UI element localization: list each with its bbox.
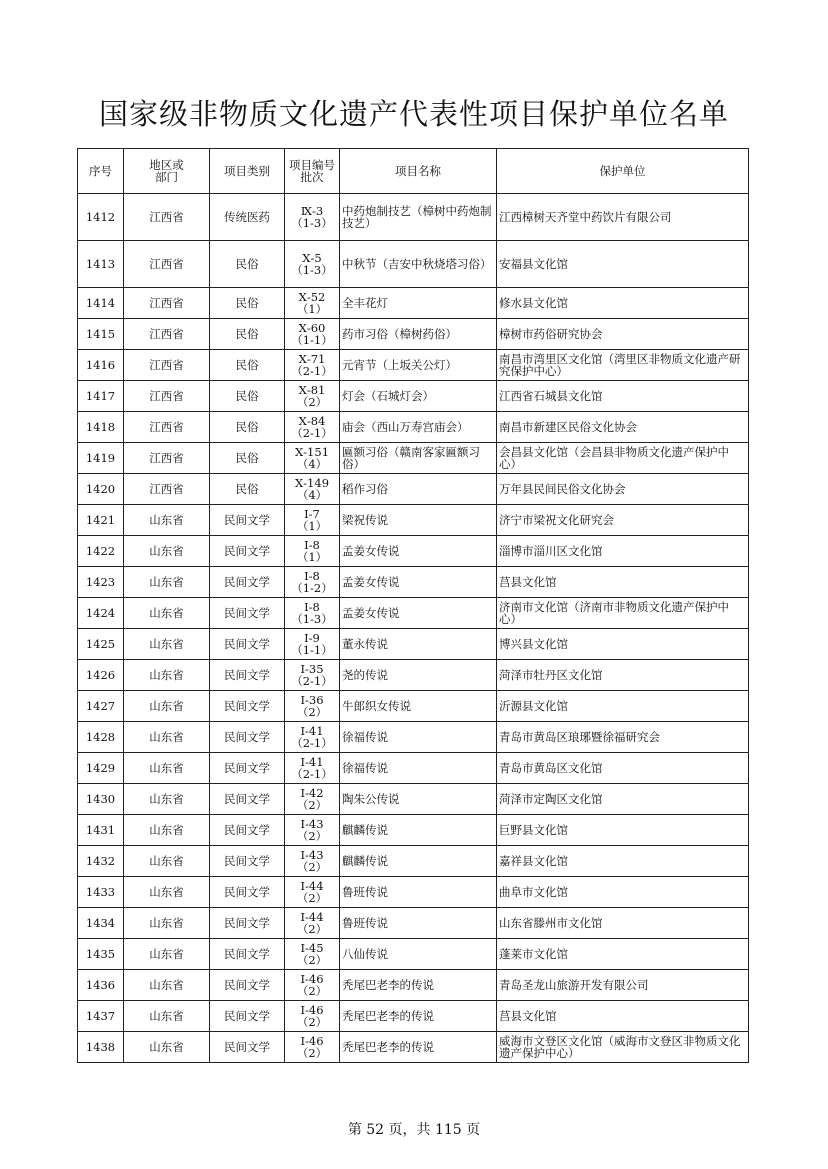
- cell-no: 1423: [78, 567, 124, 598]
- cell-code-batch: （2-1）: [291, 364, 333, 378]
- cell-name: 董永传说: [340, 629, 497, 660]
- cell-code-batch: （2）: [296, 395, 328, 409]
- cell-name: 孟姜女传说: [340, 598, 497, 629]
- cell-unit: 青岛市黄岛区琅琊暨徐福研究会: [497, 722, 749, 753]
- cell-unit: 巨野县文化馆: [497, 815, 749, 846]
- cell-code-batch: （2）: [296, 1015, 328, 1029]
- cell-no: 1426: [78, 660, 124, 691]
- cell-region: 山东省: [124, 691, 210, 722]
- cell-category: 民俗: [210, 350, 285, 381]
- cell-region: 江西省: [124, 443, 210, 474]
- cell-unit: 南昌市湾里区文化馆（湾里区非物质文化遗产研究保护中心）: [497, 350, 749, 381]
- table-row: [78, 567, 749, 598]
- cell-code-number: Ⅹ-5: [302, 250, 322, 265]
- cell-code-batch: （2）: [296, 1046, 328, 1060]
- cell-code: [285, 1001, 340, 1032]
- cell-name: 陶朱公传说: [340, 784, 497, 815]
- cell-code-batch: （1-1）: [291, 333, 333, 347]
- cell-code-number: Ⅹ-71: [298, 351, 326, 366]
- cell-code: [285, 350, 340, 381]
- cell-code-number: Ⅰ-7: [304, 506, 320, 521]
- cell-region: 山东省: [124, 1001, 210, 1032]
- cell-region: 山东省: [124, 598, 210, 629]
- cell-code-number: Ⅹ-52: [298, 289, 326, 304]
- cell-name: 元宵节（上坂关公灯）: [340, 350, 497, 381]
- cell-name: 秃尾巴老李的传说: [340, 1001, 497, 1032]
- cell-unit: 博兴县文化馆: [497, 629, 749, 660]
- cell-unit: 江西省石城县文化馆: [497, 381, 749, 412]
- cell-code-batch: （1-2）: [291, 581, 333, 595]
- table-row: [78, 629, 749, 660]
- table-row: [78, 505, 749, 536]
- cell-code: [285, 815, 340, 846]
- cell-code-number: Ⅰ-44: [300, 909, 324, 924]
- header-unit: 保护单位: [497, 149, 749, 194]
- cell-region: 山东省: [124, 815, 210, 846]
- cell-region: 山东省: [124, 784, 210, 815]
- cell-code: [285, 412, 340, 443]
- cell-code-batch: （4）: [296, 457, 328, 471]
- header-no: 序号: [78, 149, 124, 194]
- cell-unit: 菏泽市定陶区文化馆: [497, 784, 749, 815]
- cell-code-batch: （1）: [296, 519, 328, 533]
- cell-code-number: Ⅰ-8: [304, 537, 320, 552]
- cell-region: 江西省: [124, 412, 210, 443]
- cell-no: 1421: [78, 505, 124, 536]
- cell-unit: 沂源县文化馆: [497, 691, 749, 722]
- table-row: [78, 753, 749, 784]
- cell-unit: 江西樟树天齐堂中药饮片有限公司: [497, 194, 749, 241]
- cell-code-number: Ⅹ-84: [298, 413, 326, 428]
- cell-code: [285, 908, 340, 939]
- cell-unit: 曲阜市文化馆: [497, 877, 749, 908]
- table-row: [78, 412, 749, 443]
- cell-code-number: Ⅰ-46: [300, 971, 324, 986]
- cell-code-batch: （2-1）: [291, 674, 333, 688]
- cell-unit: 南昌市新建区民俗文化协会: [497, 412, 749, 443]
- table-row: [78, 319, 749, 350]
- header-code: 项目编号 批次: [285, 149, 340, 194]
- table-row: [78, 381, 749, 412]
- cell-code-number: Ⅰ-36: [300, 692, 324, 707]
- cell-code: [285, 629, 340, 660]
- cell-region: 山东省: [124, 908, 210, 939]
- table-row: [78, 660, 749, 691]
- heritage-table: [77, 148, 749, 1063]
- cell-code: [285, 970, 340, 1001]
- cell-no: 1434: [78, 908, 124, 939]
- cell-code-batch: （2）: [296, 922, 328, 936]
- cell-code-number: Ⅰ-9: [304, 630, 320, 645]
- cell-unit: 山东省滕州市文化馆: [497, 908, 749, 939]
- cell-no: 1432: [78, 846, 124, 877]
- cell-no: 1427: [78, 691, 124, 722]
- header-region: 地区或 部门: [124, 149, 210, 194]
- cell-category: 民间文学: [210, 877, 285, 908]
- cell-code-number: Ⅰ-43: [300, 847, 324, 862]
- cell-code: [285, 536, 340, 567]
- cell-no: 1417: [78, 381, 124, 412]
- cell-code: [285, 319, 340, 350]
- cell-no: 1422: [78, 536, 124, 567]
- cell-region: 山东省: [124, 722, 210, 753]
- cell-unit: 安福县文化馆: [497, 241, 749, 288]
- cell-name: 全丰花灯: [340, 288, 497, 319]
- cell-unit: 菏泽市牡丹区文化馆: [497, 660, 749, 691]
- cell-code-batch: （4）: [296, 488, 328, 502]
- cell-name: 鲁班传说: [340, 877, 497, 908]
- cell-code-number: Ⅰ-45: [300, 940, 324, 955]
- cell-category: 民俗: [210, 412, 285, 443]
- cell-code-batch: （1-3）: [291, 263, 333, 277]
- cell-code: [285, 598, 340, 629]
- table-row: [78, 815, 749, 846]
- cell-code: [285, 288, 340, 319]
- cell-code-batch: （2-1）: [291, 426, 333, 440]
- header-name: 项目名称: [340, 149, 497, 194]
- cell-region: 山东省: [124, 970, 210, 1001]
- cell-name: 徐福传说: [340, 753, 497, 784]
- cell-unit: 青岛圣龙山旅游开发有限公司: [497, 970, 749, 1001]
- cell-code-batch: （2）: [296, 953, 328, 967]
- cell-name: 牛郎织女传说: [340, 691, 497, 722]
- cell-code-number: Ⅰ-41: [300, 723, 324, 738]
- cell-code: [285, 784, 340, 815]
- table-row: [78, 194, 749, 241]
- cell-name: 灯会（石城灯会）: [340, 381, 497, 412]
- cell-code: [285, 722, 340, 753]
- table-body: [78, 194, 749, 1063]
- cell-code-number: Ⅰ-46: [300, 1033, 324, 1048]
- cell-category: 民俗: [210, 319, 285, 350]
- cell-no: 1416: [78, 350, 124, 381]
- cell-no: 1418: [78, 412, 124, 443]
- cell-code-batch: （2-1）: [291, 736, 333, 750]
- cell-no: 1436: [78, 970, 124, 1001]
- cell-name: 孟姜女传说: [340, 567, 497, 598]
- cell-name: 中药炮制技艺（樟树中药炮制技艺）: [340, 194, 497, 241]
- cell-code: [285, 877, 340, 908]
- cell-code-number: Ⅹ-81: [298, 382, 326, 397]
- table-row: [78, 536, 749, 567]
- table-header-row: [78, 149, 749, 194]
- table-row: [78, 350, 749, 381]
- cell-no: 1429: [78, 753, 124, 784]
- cell-name: 麒麟传说: [340, 815, 497, 846]
- cell-category: 民间文学: [210, 815, 285, 846]
- cell-name: 秃尾巴老李的传说: [340, 970, 497, 1001]
- table-row: [78, 474, 749, 505]
- cell-category: 民俗: [210, 288, 285, 319]
- cell-region: 山东省: [124, 536, 210, 567]
- cell-name: 秃尾巴老李的传说: [340, 1032, 497, 1063]
- cell-name: 梁祝传说: [340, 505, 497, 536]
- cell-name: 孟姜女传说: [340, 536, 497, 567]
- table-row: [78, 288, 749, 319]
- header-category: 项目类别: [210, 149, 285, 194]
- cell-code-number: Ⅰ-43: [300, 816, 324, 831]
- table-row: [78, 846, 749, 877]
- cell-no: 1412: [78, 194, 124, 241]
- cell-code-batch: （1）: [296, 302, 328, 316]
- cell-unit: 莒县文化馆: [497, 1001, 749, 1032]
- cell-category: 民间文学: [210, 970, 285, 1001]
- cell-unit: 济宁市梁祝文化研究会: [497, 505, 749, 536]
- cell-code: [285, 241, 340, 288]
- table-row: [78, 241, 749, 288]
- cell-code-number: Ⅰ-42: [300, 785, 324, 800]
- cell-no: 1428: [78, 722, 124, 753]
- cell-category: 民间文学: [210, 939, 285, 970]
- cell-region: 江西省: [124, 474, 210, 505]
- cell-code: [285, 660, 340, 691]
- cell-code-number: Ⅰ-8: [304, 599, 320, 614]
- cell-no: 1433: [78, 877, 124, 908]
- cell-code-batch: （1-1）: [291, 643, 333, 657]
- cell-code: [285, 194, 340, 241]
- page-title: 国家级非物质文化遗产代表性项目保护单位名单: [98, 97, 729, 131]
- table-row: [78, 939, 749, 970]
- cell-code-batch: （2-1）: [291, 767, 333, 781]
- cell-code: [285, 846, 340, 877]
- cell-code-number: Ⅰ-8: [304, 568, 320, 583]
- cell-region: 山东省: [124, 629, 210, 660]
- cell-category: 民间文学: [210, 1032, 285, 1063]
- cell-unit: 青岛市黄岛区文化馆: [497, 753, 749, 784]
- cell-category: 民间文学: [210, 567, 285, 598]
- cell-region: 江西省: [124, 350, 210, 381]
- cell-unit: 莒县文化馆: [497, 567, 749, 598]
- cell-no: 1438: [78, 1032, 124, 1063]
- cell-code: [285, 505, 340, 536]
- table-row: [78, 722, 749, 753]
- cell-code-number: Ⅰ-46: [300, 1002, 324, 1017]
- cell-category: 民间文学: [210, 598, 285, 629]
- cell-code: [285, 567, 340, 598]
- cell-no: 1419: [78, 443, 124, 474]
- cell-code-batch: （2）: [296, 891, 328, 905]
- cell-unit: 会昌县文化馆（会昌县非物质文化遗产保护中心）: [497, 443, 749, 474]
- cell-no: 1413: [78, 241, 124, 288]
- cell-category: 民间文学: [210, 846, 285, 877]
- table-row: [78, 598, 749, 629]
- cell-no: 1415: [78, 319, 124, 350]
- cell-code-batch: （2）: [296, 705, 328, 719]
- cell-unit: 万年县民间民俗文化协会: [497, 474, 749, 505]
- cell-region: 山东省: [124, 877, 210, 908]
- cell-code: [285, 1032, 340, 1063]
- cell-category: 民间文学: [210, 908, 285, 939]
- cell-category: 民间文学: [210, 1001, 285, 1032]
- cell-category: 传统医药: [210, 194, 285, 241]
- cell-region: 江西省: [124, 241, 210, 288]
- cell-category: 民俗: [210, 443, 285, 474]
- cell-name: 徐福传说: [340, 722, 497, 753]
- cell-region: 山东省: [124, 753, 210, 784]
- cell-code: [285, 691, 340, 722]
- table-row: [78, 1001, 749, 1032]
- table-row: [78, 1032, 749, 1063]
- cell-name: 麒麟传说: [340, 846, 497, 877]
- cell-code-batch: （2）: [296, 798, 328, 812]
- cell-code-number: Ⅹ-60: [298, 320, 326, 335]
- cell-unit: 修水县文化馆: [497, 288, 749, 319]
- cell-code-number: Ⅰ-44: [300, 878, 324, 893]
- table-row: [78, 877, 749, 908]
- cell-region: 江西省: [124, 288, 210, 319]
- cell-category: 民间文学: [210, 753, 285, 784]
- cell-no: 1424: [78, 598, 124, 629]
- cell-name: 鲁班传说: [340, 908, 497, 939]
- cell-code-batch: （2）: [296, 984, 328, 998]
- cell-code-batch: （1）: [296, 550, 328, 564]
- cell-code-number: Ⅹ-149: [294, 475, 330, 490]
- cell-no: 1430: [78, 784, 124, 815]
- cell-region: 江西省: [124, 381, 210, 412]
- cell-category: 民间文学: [210, 722, 285, 753]
- cell-category: 民间文学: [210, 505, 285, 536]
- cell-category: 民间文学: [210, 691, 285, 722]
- table-row: [78, 908, 749, 939]
- cell-name: 八仙传说: [340, 939, 497, 970]
- table-row: [78, 784, 749, 815]
- cell-no: 1437: [78, 1001, 124, 1032]
- table-row: [78, 691, 749, 722]
- cell-code-number: Ⅹ-151: [294, 444, 330, 459]
- cell-unit: 樟树市药俗研究协会: [497, 319, 749, 350]
- cell-category: 民俗: [210, 381, 285, 412]
- table-row: [78, 970, 749, 1001]
- cell-no: 1425: [78, 629, 124, 660]
- cell-code-batch: （2）: [296, 860, 328, 874]
- table-row: [78, 443, 749, 474]
- cell-code: [285, 443, 340, 474]
- cell-unit: 济南市文化馆（济南市非物质文化遗产保护中心）: [497, 598, 749, 629]
- cell-region: 山东省: [124, 939, 210, 970]
- cell-category: 民间文学: [210, 784, 285, 815]
- page-number: 第 52 页，共 115 页: [347, 1122, 481, 1138]
- cell-category: 民间文学: [210, 536, 285, 567]
- cell-code: [285, 474, 340, 505]
- cell-no: 1435: [78, 939, 124, 970]
- cell-category: 民俗: [210, 474, 285, 505]
- cell-unit: 嘉祥县文化馆: [497, 846, 749, 877]
- cell-unit: 淄博市淄川区文化馆: [497, 536, 749, 567]
- cell-name: 药市习俗（樟树药俗）: [340, 319, 497, 350]
- cell-category: 民俗: [210, 241, 285, 288]
- cell-region: 山东省: [124, 846, 210, 877]
- cell-no: 1420: [78, 474, 124, 505]
- cell-category: 民间文学: [210, 660, 285, 691]
- cell-code-number: Ⅸ-3: [300, 203, 324, 218]
- cell-code: [285, 753, 340, 784]
- cell-region: 山东省: [124, 567, 210, 598]
- cell-code: [285, 381, 340, 412]
- cell-code-number: Ⅰ-41: [300, 754, 324, 769]
- cell-no: 1414: [78, 288, 124, 319]
- cell-code-batch: （1-3）: [291, 612, 333, 626]
- cell-unit: 威海市文登区文化馆（威海市文登区非物质文化遗产保护中心）: [497, 1032, 749, 1063]
- cell-region: 山东省: [124, 660, 210, 691]
- cell-name: 庙会（西山万寿宫庙会）: [340, 412, 497, 443]
- cell-code-batch: （1-3）: [291, 216, 333, 230]
- cell-code-number: Ⅰ-35: [300, 661, 324, 676]
- cell-category: 民间文学: [210, 629, 285, 660]
- cell-name: 中秋节（吉安中秋烧塔习俗）: [340, 241, 497, 288]
- cell-region: 山东省: [124, 505, 210, 536]
- cell-code: [285, 939, 340, 970]
- cell-no: 1431: [78, 815, 124, 846]
- cell-unit: 蓬莱市文化馆: [497, 939, 749, 970]
- cell-region: 山东省: [124, 1032, 210, 1063]
- cell-region: 江西省: [124, 194, 210, 241]
- cell-code-batch: （2）: [296, 829, 328, 843]
- cell-region: 江西省: [124, 319, 210, 350]
- cell-name: 尧的传说: [340, 660, 497, 691]
- cell-name: 稻作习俗: [340, 474, 497, 505]
- cell-name: 匾额习俗（赣南客家匾额习俗）: [340, 443, 497, 474]
